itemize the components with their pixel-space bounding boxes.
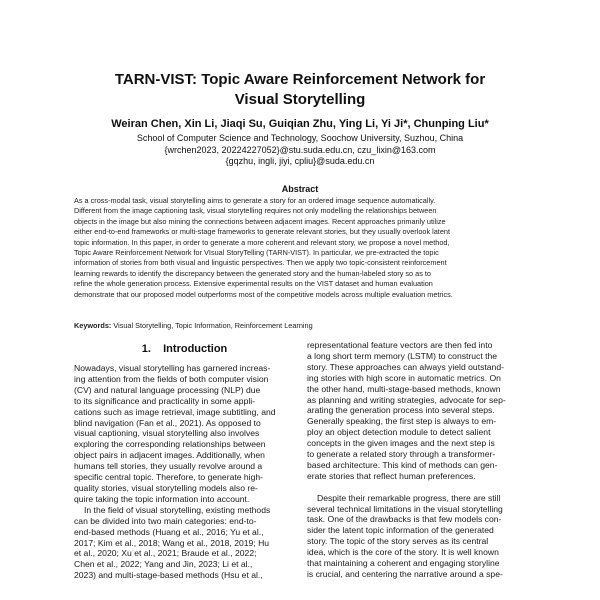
section-title: Introduction (163, 343, 228, 355)
body-line: Chen et al., 2022; Yang and Jin, 2023; Li et al., (74, 559, 253, 570)
abstract-line: Topic Aware Reinforcement Network for VIsual StoryTelling (TARN-VIST). In particular, we pre-extracted the topic (74, 248, 439, 258)
body-line: In the field of visual storytelling, existing methods (84, 504, 271, 515)
body-line: can be divided into two main categories: end-to- (74, 515, 257, 526)
body-line: as planning and writing strategies, advocate for sep- (307, 394, 506, 405)
body-line: exploring the corresponding relationships between (74, 439, 266, 450)
abstract-heading: Abstract (281, 184, 319, 194)
body-line: erate stories that reflect human preferences. (307, 470, 476, 481)
email-line: {gqzhu, ingli, jiyi, cpliu}@suda.edu.cn (225, 156, 375, 166)
body-line: story. The topic of the story serves as its central (307, 536, 489, 547)
body-line: Nowadays, visual storytelling has garnered increas- (74, 363, 271, 373)
abstract-line: topic information. In this paper, in order to generate a more coherent and relevant story, we propose a novel method, (74, 237, 450, 247)
body-line: quality stories, visual storytelling models also re- (74, 482, 258, 493)
abstract-line: demonstrate that our proposed model outperforms most of the competitive models across multiple evaluation metrics. (74, 289, 453, 299)
abstract-line: Different from the image captioning task, visual storytelling requires not only modelling the relationships between (74, 206, 437, 216)
body-line: end-based methods (Huang et al., 2016; Yu et al., (74, 526, 264, 537)
body-line: 2023) and multi-stage-based methods (Hsu et al., (74, 570, 263, 581)
title-line-1: TARN-VIST: Topic Aware Reinforcement Network for (114, 71, 486, 88)
section-heading (74, 343, 295, 356)
author-list: Weiran Chen, Xin Li, Jiaqi Su, Guiqian Zhu, Ying Li, Yi Ji*, Chunping Liu* (111, 118, 489, 130)
body-line: Despite their remarkable progress, there are still (317, 492, 501, 503)
body-line: specific central topic. Therefore, to generate high- (74, 472, 264, 483)
body-line: quire taking the topic information into account. (74, 493, 250, 504)
abstract-line: objects in the image but also mining the connections between adjacent images. Recent approaches primarily utilize (74, 216, 446, 226)
keywords-line (74, 321, 313, 331)
paragraph-gap (307, 482, 533, 493)
abstract-line: refine the whole generation process. Extensive experimental results on the VIST dataset and human evaluation (74, 279, 433, 289)
body-line: arating the generation process into several steps. (307, 405, 495, 416)
body-line: blind navigation (Fan et al., 2021). As opposed to (74, 417, 261, 428)
body-line: story. These approaches can always yield outstand- (307, 361, 504, 372)
body-line: to its significance and practicality in some appli- (74, 395, 256, 406)
body-line: to generate a related story through a transformer- (307, 449, 496, 460)
body-line: that maintaining a coherent and engaging storyline (307, 558, 500, 569)
section-number: 1. (141, 343, 151, 355)
body-line: 2017; Kim et al., 2018; Wang et al., 2018, 2019; Hu (74, 537, 270, 548)
keywords-label: Keywords: (74, 321, 112, 330)
body-line: object pairs in adjacent images. Additionally, when (74, 450, 265, 461)
keywords-text: Visual Storytelling, Topic Information, Reinforcement Learning (113, 321, 313, 330)
abstract-line: learning rewards to identify the discrepancy between the generated story and the human-labeled story so as to (74, 268, 431, 278)
affiliation-block (0, 133, 600, 168)
body-line: et al., 2020; Xu et al., 2021; Braude et al., 2022; (74, 548, 257, 559)
body-line: idea, which is the core of the story. It is well known (307, 547, 499, 558)
paper-title (0, 70, 600, 110)
body-line: (CV) and natural language processing (NLP) due (74, 384, 261, 395)
affiliation-line: School of Computer Science and Technology, Soochow University, Suzhou, China (136, 133, 464, 143)
email-line: {wrchen2023, 20224227052}@stu.suda.edu.cn, czu_lixin@163.com (164, 144, 436, 155)
right-column (307, 340, 533, 580)
body-line: ing stories with high score in automatic metrics. On (307, 372, 501, 383)
body-line: is crucial, and centering the narrative around a spe- (307, 569, 503, 580)
body-line: ing attention from the fields of both computer vision (74, 373, 269, 384)
title-line-2: Visual Storytelling (234, 91, 366, 108)
body-line: humans tell stories, they usually revolve around a (74, 461, 263, 472)
body-line: cations such as image retrieval, image subtitling, and (74, 406, 276, 417)
left-column (74, 363, 295, 581)
body-line: Generally speaking, the first step is always to em- (307, 416, 497, 427)
body-line: representational feature vectors are then fed into (307, 340, 493, 350)
body-line: visual captioning, visual storytelling also involves (74, 428, 260, 439)
body-line: sider the latent topic information of the generated (307, 525, 494, 536)
body-line: the other hand, multi-stage-based methods, known (307, 383, 501, 394)
body-line: ploy an object detection module to detect salient (307, 427, 491, 438)
body-line: based architecture. This kind of methods can gen- (307, 459, 498, 470)
abstract-body (74, 196, 530, 300)
body-line: a long short term memory (LSTM) to construct the (307, 350, 498, 361)
abstract-line: either end-to-end frameworks or multi-stage frameworks to generate relevant stories, but they usually overlook latent (74, 227, 450, 237)
abstract-line: information of stories from both visual and linguistic perspectives. Then we apply two topic-consistent reinforcement (74, 258, 447, 268)
abstract-line: As a cross-modal task, visual storytelling aims to generate a story for an ordered image sequence automatically. (74, 196, 436, 205)
body-line: several technical limitations in the visual storytelling (307, 503, 503, 514)
body-line: task. One of the drawbacks is that few models con- (307, 514, 502, 525)
body-line: concepts in the given images and the next step is (307, 438, 495, 449)
